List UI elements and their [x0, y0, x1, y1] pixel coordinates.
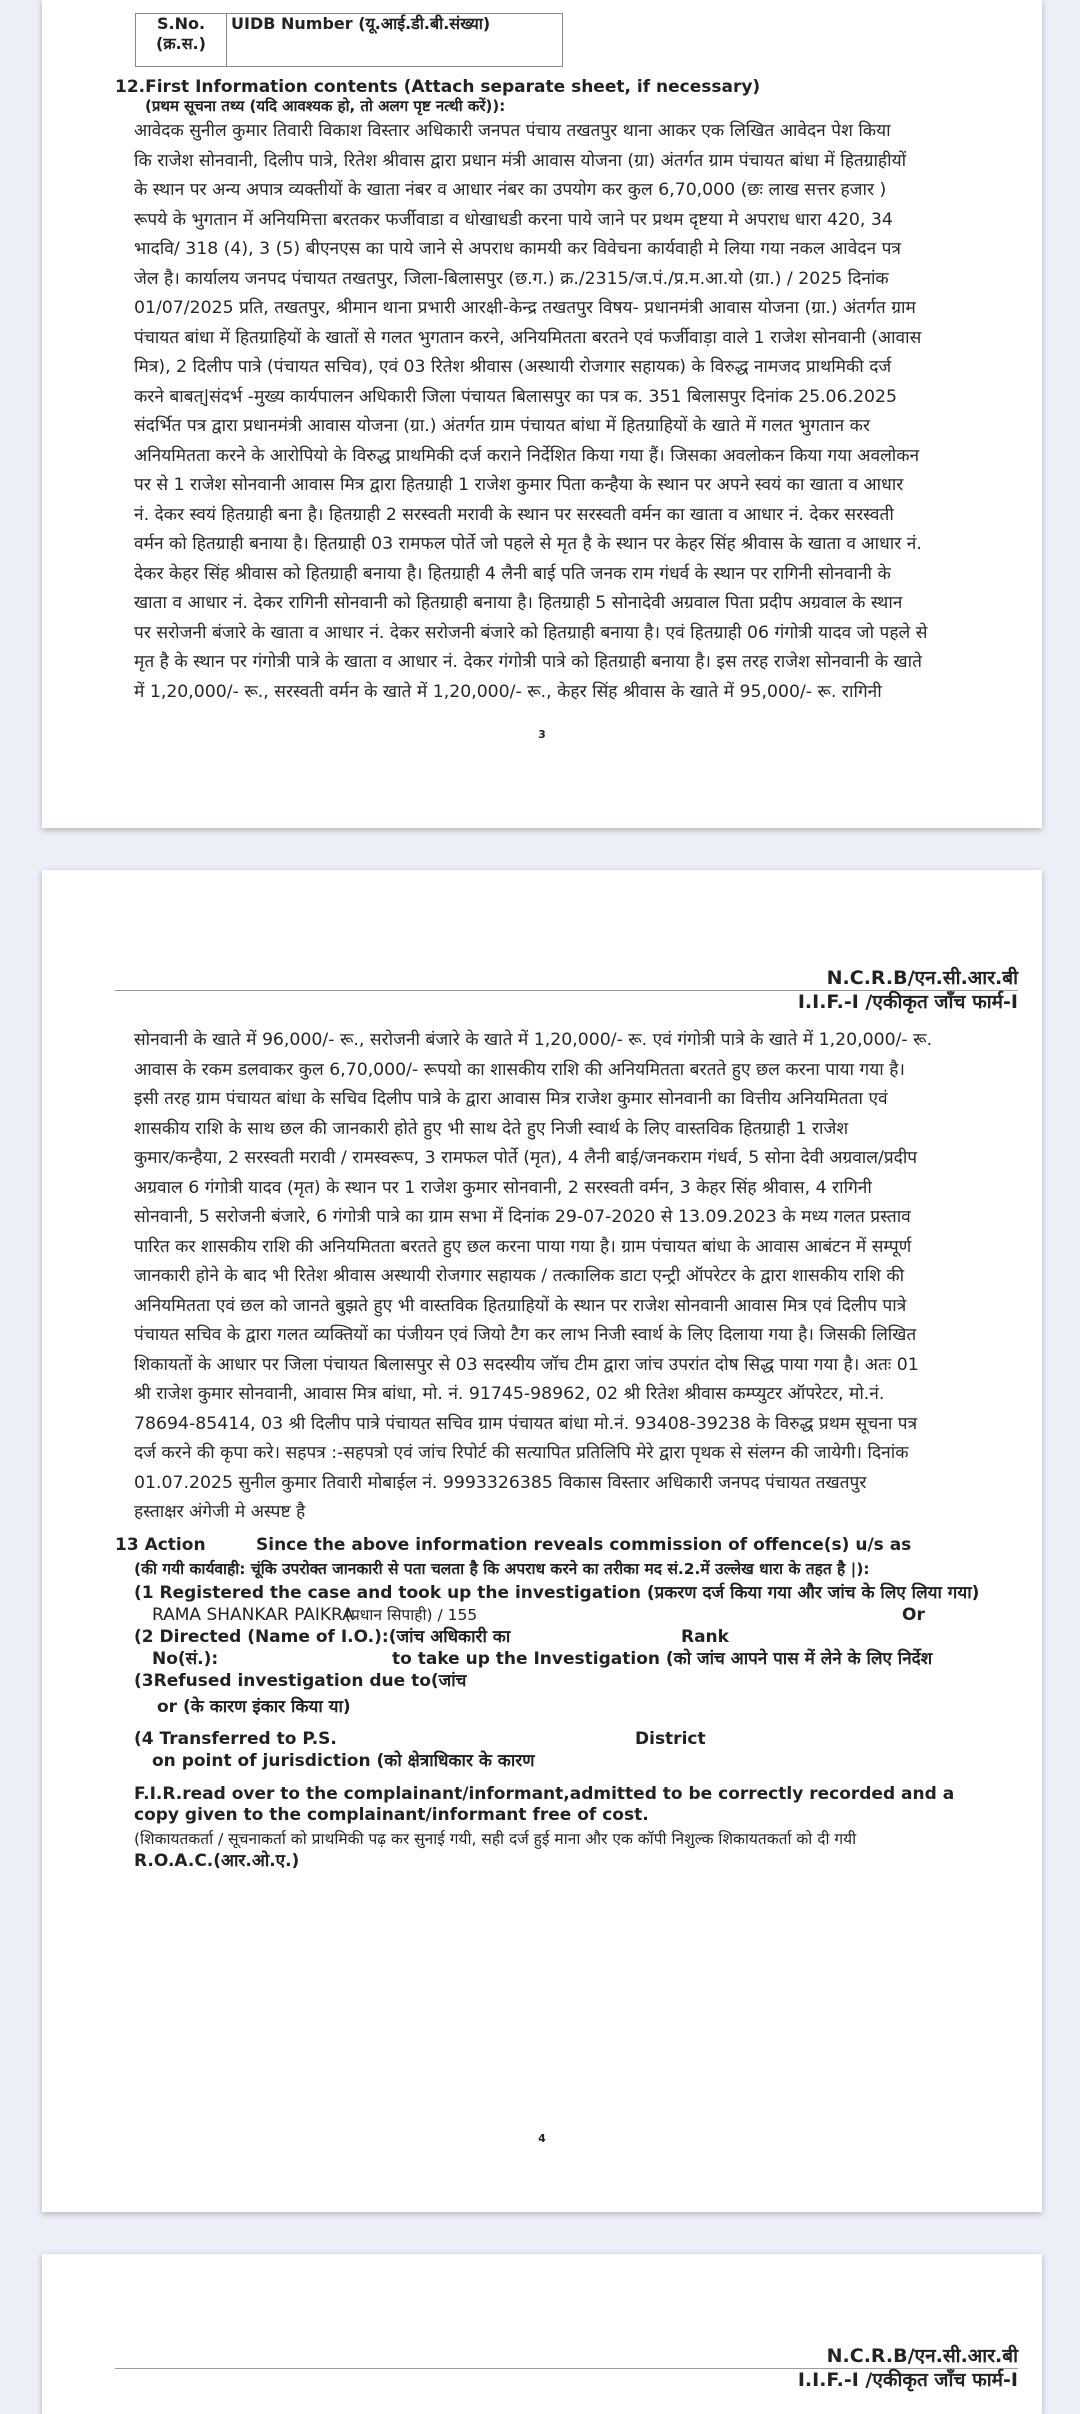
ncrb-header: N.C.R.B/एन.सी.आर.बी [826, 2345, 1018, 2367]
fir-read-statement: F.I.R.read over to the complainant/informant,admitted to be correctly recorded and a copy given to the complainant/informant free of cost. [134, 1784, 955, 1825]
directed-io-line: (2 Directed (Name of I.O.):(जांच अधिकारी का [134, 1627, 511, 1647]
officer-name: RAMA SHANKAR PAIKRA [152, 1605, 354, 1625]
roac-label: R.O.A.C.(आर.ओ.ए.) [134, 1851, 300, 1871]
fir-read-hindi: (शिकायतकर्ता / सूचनाकर्ता को प्राथमिकी पढ़ कर सुनाई गयी, सही दर्ज हुई माना और एक कॉपी निशुल्क शिकायतकर्ता को दी गयी [134, 1830, 857, 1848]
officer-rank: (प्रधान सिपाही) / 155 [345, 1606, 478, 1624]
district-label: District [635, 1729, 706, 1749]
page-number: 3 [538, 728, 546, 741]
refused-line-2: or (के कारण इंकार किया या) [157, 1697, 351, 1717]
jurisdiction-line: on point of jurisdiction (को क्षेत्राधिकार के कारण [152, 1751, 535, 1771]
section-13-text: Since the above information reveals commission of offence(s) u/s as [256, 1535, 912, 1555]
fir-contents-continued: सोनवानी के खाते में 96,000/- रू., सरोजनी बंजारे के खाते में 1,20,000/- रू. एवं गंगोत्री पात्रे के खाते में 1,20,000/- रू. आवास के रकम डलवाकर कुल 6,70,000/- रूपयो का शासकीय राशि की अनियमितता बरतते हुए छल करना पाया गया है। इसी तरह ग्राम पंचायत बांधा के सचिव दिलीप पात्रे के द्वारा आवास मित्र राजेश कुमार सोनवानी का वित्तीय अनियमितता एवं शासकीय राशि के साथ छल की जानकारी होते हुए भी साथ देते हुए निजी स्वार्थ के लिए वास्तविक हितग्राही 1 राजेश कुमार/कन्हैया, 2 सरस्वती मरावी / रामस्वरूप, 3 रामफल पोर्ते (मृत), 4 लैनी बाई/जनकराम गंधर्व, 5 सोना देवी अग्रवाल/प्रदीप अग्रवाल 6 गंगोत्री यादव (मृत) के स्थान पर 1 राजेश कुमार सोनवानी, 2 सरस्वती वर्मन, 3 केहर सिंह श्रीवास, 4 रागिनी सोनवानी, 5 सरोजनी बंजारे, 6 गंगोत्री पात्रे का ग्राम सभा में दिनांक 29-07-2020 से 13.09.2023 के मध्य गलत प्रस्ताव पारित कर शासकीय राशि की अनियमितता बरतते हुए छल करना पाया गया है। ग्राम पंचायत बांधा के आवास आबंटन में सम्पूर्ण जानकारी होने के बाद भी रितेश श्रीवास अस्थायी रोजगार सहायक / तत्कालिक डाटा एन्ट्री ऑपरेटर के द्वारा शासकीय राशि की अनियमितता एवं छल को जानते बुझते हुए भी वास्तविक हितग्राहियों के स्थान पर राजेश सोनवानी आवास मित्र एवं दिलीप पात्रे पंचायत सचिव के द्वारा गलत व्यक्तियों का पंजीयन एवं जियो टैग कर लाभ निजी स्वार्थ के लिए दिलाया गया है। जिसकी लिखित शिकायतों के आधार पर जिला पंचायत बिलासपुर से 03 सदस्यीय जॉच टीम द्वारा जांच उपरांत दोष सिद्ध पाया गया है। अतः 01 श्री राजेश कुमार सोनवानी, आवास मित्र बांधा, मो. नं. 91745-98962, 02 श्री रितेश श्रीवास कम्प्युटर ऑपरेटर, मो.नं. 78694-85414, 03 श्री दिलीप पात्रे पंचायत सचिव ग्राम पंचायत बांधा मो.नं. 93408-39238 के विरुद्ध प्रथम सूचना पत्र दर्ज करने की कृपा करे। सहपत्र :-सहपत्रो एवं जांच रिपोर्ट की सत्यापित प्रतिलिपि मेरे द्वारा पृथक से संलग्न की जायेगी। दिनांक 01.07.2025 सुनील कुमार तिवारी मोबाईल नं. 9993326385 विकास विस्तार अधिकारी जनपद पंचायत तखतपुर हस्ताक्षर अंगेजी मे अस्पष्ट है [134, 1030, 933, 1522]
page-number: 4 [538, 2132, 546, 2145]
take-up-line: to take up the Investigation (को जांच आपने पास में लेने के लिए निर्देश [392, 1649, 933, 1669]
document-page-4 [42, 870, 1042, 2212]
section-13-hindi: (की गयी कार्यवाही: चूंकि उपरोक्त जानकारी से पता चलता है कि अपराध करने का तरीका मद सं.2.में उल्लेख धारा के तहत है |): [134, 1560, 870, 1578]
transferred-line: (4 Transferred to P.S. [134, 1729, 337, 1749]
fir-contents-text: आवेदक सुनील कुमार तिवारी विकाश विस्तार अधिकारी जनपत पंचाय तखतपुर थाना आकर एक लिखित आवेदन पेश किया कि राजेश सोनवानी, दिलीप पात्रे, रितेश श्रीवास द्वारा प्रधान मंत्री आवास योजना (ग्रा) अंतर्गत ग्राम पंचायत बांधा में हितग्राहीयों के स्थान पर अन्य अपात्र व्यक्तीयों के खाता नंबर व आधार नंबर का उपयोग कर कुल 6,70,000 (छः लाख सत्तर हजार ) रूपये के भुगतान में अनियमित्ता बरतकर फर्जीवाडा व धोखाधडी करना पाये जाने पर प्रथम दृष्टया मे अपराध धारा 420, 34 भादवि/ 318 (4), 3 (5) बीएनएस का पाये जाने से अपराध कामयी कर विवेचना कार्यवाही मे लिया गया नकल आवेदन पत्र जेल है। कार्यालय जनपद पंचायत तखतपुर, जिला-बिलासपुर (छ.ग.) क्र./2315/ज.पं./प्र.म.आ.यो (ग्रा.) / 2025 दिनांक 01/07/2025 प्रति, तखतपुर, श्रीमान थाना प्रभारी आरक्षी-केन्द्र तखतपुर विषय- प्रधानमंत्री आवास योजना (ग्रा.) अंतर्गत ग्राम पंचायत बांधा में हितग्राहियों के खातों से गलत भुगतान करने, अनियमितता बरतने एवं फर्जीवाड़ा वाले 1 राजेश सोनवानी (आवास मित्र), 2 दिलीप पात्रे (पंचायत सचिव), एवं 03 रितेश श्रीवास (अस्थायी रोजगार सहायक) के विरुद्ध नामजद प्राथमिकी दर्ज करने बाबत्|संदर्भ -मुख्य कार्यपालन अधिकारी जिला पंचायत बिलासपुर का पत्र क. 351 बिलासपुर दिनांक 25.06.2025 संदर्भित पत्र द्वारा प्रधानमंत्री आवास योजना (ग्रा.) अंतर्गत ग्राम पंचायत बांधा में हितग्राहियों के खाते में गलत भुगतान कर अनियमितता करने के आरोपियो के विरुद्ध प्राथमिकी दर्ज कराने निर्देशित किया गया हैं। जिसका अवलोकन किया गया अवलोकन पर से 1 राजेश सोनवानी आवास मित्र द्वारा हितग्राही 1 राजेश कुमार पिता कन्हैया के स्थान पर अपने स्वयं का खाता व आधार नं. देकर स्वयं हितग्राही बना है। हितग्राही 2 सरस्वती मरावी के स्थान पर सरस्वती वर्मन का खाता व आधार नं. देकर सरस्वती वर्मन को हितग्राही बनाया है। हितग्राही 03 रामफल पोर्ते जो पहले से मृत है के स्थान पर केहर सिंह श्रीवास के खाता व आधार नं. देकर केहर सिंह श्रीवास को हितग्राही बनाया है। हितग्राही 4 लैनी बाई पति जनक राम गंधर्व के स्थान पर रागिनी सोनवानी के खाता व आधार नं. देकर रागिनी सोनवानी को हितग्राही बनाया है। हितग्राही 5 सोनादेवी अग्रवाल पिता प्रदीप अग्रवाल के स्थान पर सरोजनी बंजारे के खाता व आधार नं. देकर सरोजनी बंजारे को हितग्राही बनाया है। एवं हितग्राही 06 गंगोत्री यादव जो पहले से मृत है के स्थान पर गंगोत्री पात्रे के खाता व आधार नं. देकर गंगोत्री पात्रे को हितग्राही बनाया है। इस तरह राजेश सोनवानी के खाते में 1,20,000/- रू., सरस्वती वर्मन के खाते में 1,20,000/- रू., केहर सिंह श्रीवास के खाते में 95,000/- रू. रागिनी [134, 121, 928, 702]
uidb-header: UIDB Number (यू.आई.डी.बी.संख्या) [227, 14, 563, 67]
no-label: No(सं.): [152, 1649, 219, 1669]
registered-case-line: (1 Registered the case and took up the investigation (प्रकरण दर्ज किया गया और जांच के लिए लिया गया) [134, 1583, 980, 1603]
iif-header: I.I.F.-I /एकीकृत जाँच फार्म-I [797, 2369, 1018, 2391]
section-13-label: 13 Action [115, 1535, 206, 1555]
iif-header: I.I.F.-I /एकीकृत जाँच फार्म-I [797, 991, 1018, 1013]
uidb-table [135, 13, 563, 67]
ncrb-header: N.C.R.B/एन.सी.आर.बी [826, 967, 1018, 989]
document-page-5 [42, 2254, 1042, 2414]
rank-label: Rank [681, 1627, 729, 1647]
or-label: Or [902, 1605, 925, 1625]
sno-header: S.No. (क्र.स.) [136, 14, 227, 67]
refused-line: (3Refused investigation due to(जांच [134, 1671, 467, 1691]
section-12-subheading: (प्रथम सूचना तथ्य (यदि आवश्यक हो, तो अलग पृष्ट नत्थी करें)): [145, 97, 506, 115]
section-12-heading: 12.First Information contents (Attach separate sheet, if necessary) [115, 77, 761, 97]
document-page-3 [42, 0, 1042, 828]
